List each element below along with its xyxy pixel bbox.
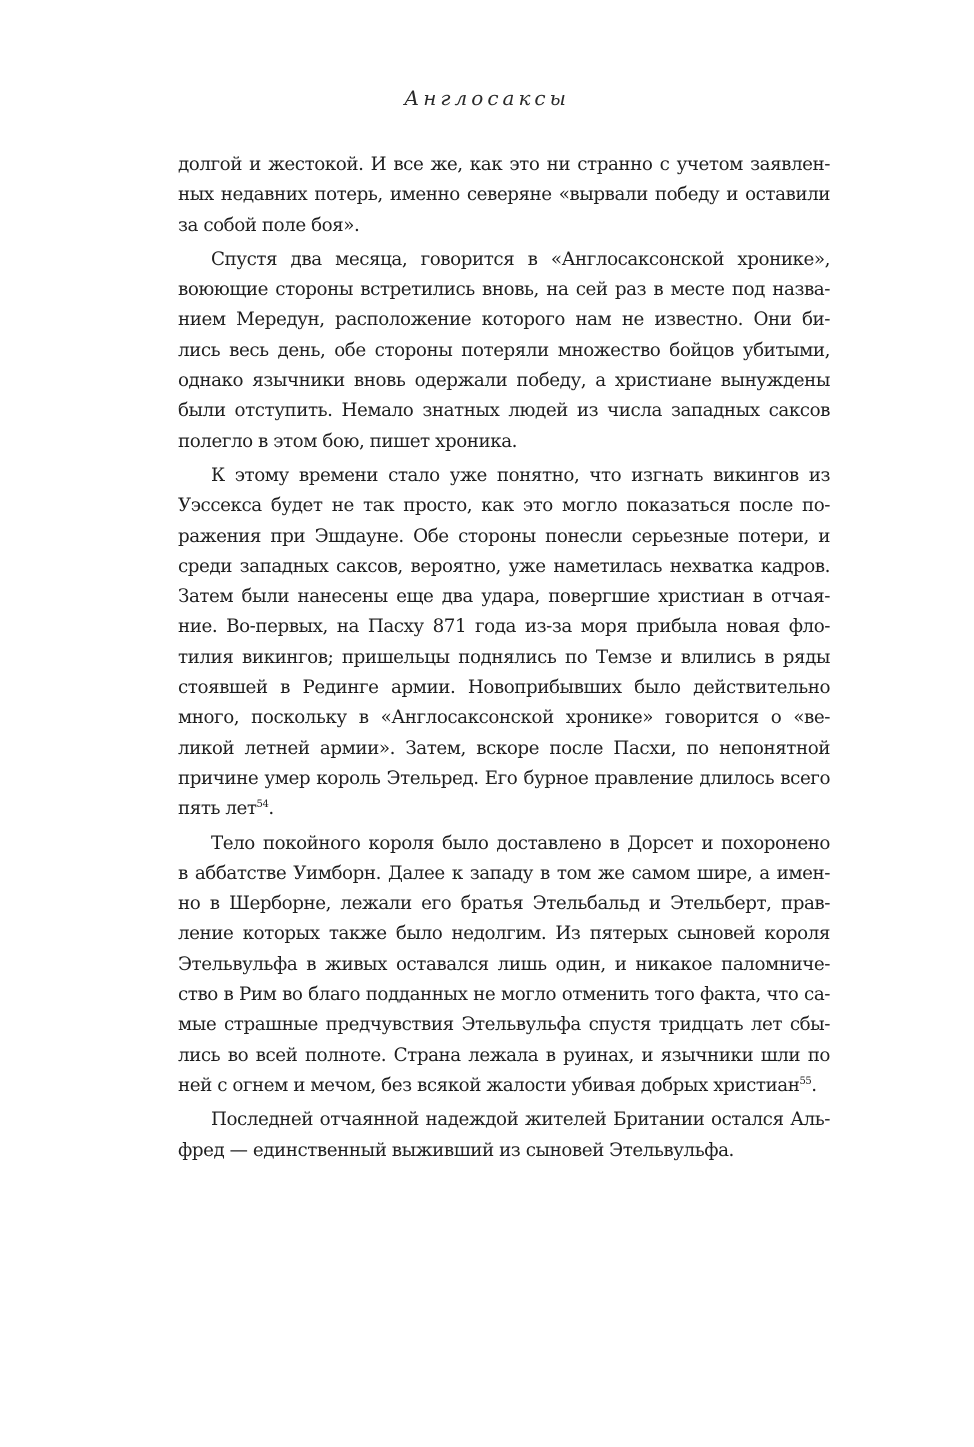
paragraph bbox=[178, 150, 830, 241]
paragraph bbox=[178, 1105, 830, 1166]
text-line: фред — единственный выживший из сыновей Этельвульфа. bbox=[178, 1139, 734, 1161]
text-line: ление которых также было недолгим. Из пятерых сыновей короля bbox=[178, 923, 830, 945]
footnote-marker[interactable]: 54 bbox=[256, 799, 269, 811]
text-line: среди западных саксов, вероятно, уже наметилась нехватка кадров. bbox=[178, 555, 830, 577]
text-line: долгой и жестокой. И все же, как это ни странно с учетом заявлен- bbox=[178, 154, 830, 175]
running-head-title: Англосаксы bbox=[404, 86, 570, 110]
text-line: воюющие стороны встретились вновь, на сей раз в месте под назва- bbox=[178, 279, 830, 301]
text-line-end: . bbox=[268, 798, 274, 820]
text-line: однако язычники вновь одержали победу, а христиане вынуждены bbox=[178, 370, 830, 392]
text-line: Этельвульфа в живых оставался лишь один, и никакое паломниче- bbox=[178, 953, 830, 975]
text-line: ражения при Эшдауне. Обе стороны понесли серьезные потери, и bbox=[178, 525, 830, 547]
text-line: ликой летней армии». Затем, вскоре после Пасхи, по непонятной bbox=[178, 737, 830, 759]
text-line: Последней отчаянной надеждой жителей Британии остался Аль- bbox=[211, 1109, 830, 1131]
text-line: ство в Рим во благо подданных не могло отменить того факта, что са- bbox=[178, 984, 830, 1006]
text-line: много, поскольку в «Англосаксонской хронике» говорится о «ве- bbox=[178, 707, 830, 729]
text-line: стоявшей в Рединге армии. Новоприбывших было действительно bbox=[178, 677, 830, 699]
text-line: К этому времени стало уже понятно, что изгнать викингов из bbox=[211, 464, 830, 486]
paragraph bbox=[178, 461, 830, 825]
text-line: Тело покойного короля было доставлено в Дорсет и похоронено bbox=[211, 832, 830, 854]
body-text bbox=[178, 150, 830, 1166]
text-line: лись во всей полноте. Страна лежала в руинах, и язычники шли по bbox=[178, 1044, 830, 1066]
text-line: но в Шерборне, лежали его братья Этельбальд и Этельберт, прав- bbox=[178, 893, 830, 915]
text-line: ных недавних потерь, именно северяне «вырвали победу и оставили bbox=[178, 184, 830, 206]
text-line: лись весь день, обе стороны потеряли множество бойцов убитыми, bbox=[178, 339, 830, 361]
paragraph bbox=[178, 829, 830, 1102]
footnote-marker[interactable]: 55 bbox=[799, 1075, 812, 1087]
text-line: в аббатстве Уимборн. Далее к западу в том же самом шире, а имен- bbox=[178, 862, 830, 884]
text-line: Уэссекса будет не так просто, как это могло показаться после по- bbox=[178, 495, 830, 517]
text-line: были отступить. Немало знатных людей из числа западных саксов bbox=[178, 400, 830, 422]
text-line: Спустя два месяца, говорится в «Англосаксонской хронике», bbox=[211, 248, 830, 270]
text-line-content: пять лет bbox=[178, 798, 257, 820]
text-line: тилия викингов; пришельцы поднялись по Темзе и влились в ряды bbox=[178, 646, 830, 668]
text-line: причине умер король Этельред. Его бурное правление длилось всего bbox=[178, 767, 830, 789]
text-line: за собой поле боя». bbox=[178, 214, 360, 236]
text-line bbox=[178, 1071, 830, 1101]
text-line: Затем были нанесены еще два удара, повергшие христиан в отчая- bbox=[178, 586, 830, 608]
text-line bbox=[178, 794, 830, 824]
text-line: мые страшные предчувствия Этельвульфа спустя тридцать лет сбы- bbox=[178, 1014, 830, 1036]
text-line: полегло в этом бою, пишет хроника. bbox=[178, 430, 518, 452]
text-line-end: . bbox=[811, 1074, 817, 1096]
text-line: ние. Во-первых, на Пасху 871 года из-за моря прибыла новая фло- bbox=[178, 616, 830, 638]
text-line: нием Мередун, расположение которого нам не известно. Они би- bbox=[178, 309, 830, 331]
paragraph bbox=[178, 245, 830, 457]
text-line-content: ней с огнем и мечом, без всякой жалости убивая добрых христиан bbox=[178, 1074, 800, 1096]
